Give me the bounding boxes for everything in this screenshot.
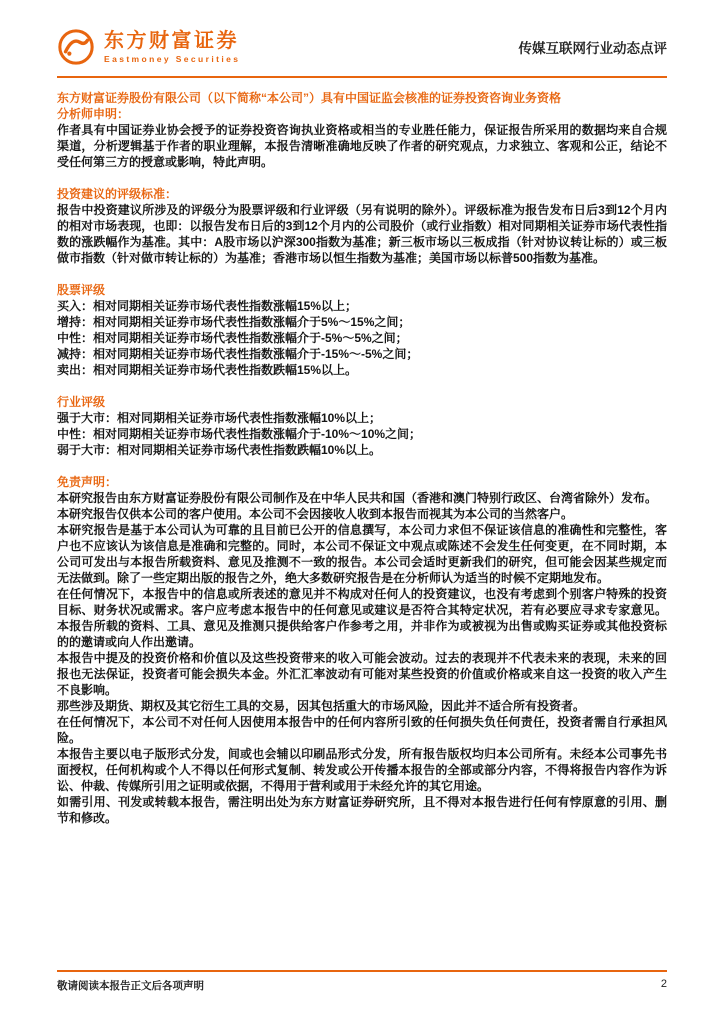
stock-rating-heading: 股票评级 [57, 283, 106, 297]
footer-notice: 敬请阅读本报告正文后各项声明 [57, 980, 204, 992]
stock-rating-item-buy: 买入：相对同期相关证券市场代表性指数涨幅15%以上； [57, 299, 358, 313]
disclaimer-paragraph: 在任何情况下，本公司不对任何人因使用本报告中的任何内容所引致的任何损失负任何责任，投资者需自行承担风险。 [57, 715, 667, 745]
brand-text [104, 31, 240, 64]
stock-rating-item-reduce: 减持：相对同期相关证券市场代表性指数涨幅介于-15%～-5%之间； [57, 347, 419, 361]
disclaimer-paragraph: 本研究报告由东方财富证券股份有限公司制作及在中华人民共和国（香港和澳门特别行政区、台湾省除外）发布。 [57, 491, 658, 505]
stock-rating-item-sell: 卖出：相对同期相关证券市场代表性指数跌幅15%以上。 [57, 363, 358, 377]
disclaimer-paragraph: 在任何情况下，本报告中的信息或所表述的意见并不构成对任何人的投资建议，也没有考虑到个别客户特殊的投资目标、财务状况或需求。客户应考虑本报告中的任何意见或建议是否符合其特定状况，若有必要应寻求专家意见。本报告所载的资料、工具、意见及推测只提供给客户作参考之用，并非作为或被视为出售或购买证券或其他投资标的的邀请或向人作出邀请。 [57, 587, 667, 649]
rating-standard-heading: 投资建议的评级标准： [57, 187, 178, 201]
disclaimer-heading: 免责声明： [57, 475, 118, 489]
qualification-statement: 东方财富证券股份有限公司（以下简称“本公司”）具有中国证监会核准的证券投资咨询业务资格 [57, 91, 562, 105]
industry-rating-item-underperform: 弱于大市：相对同期相关证券市场代表性指数跌幅10%以上。 [57, 443, 382, 457]
page-number: 2 [660, 978, 667, 990]
disclaimer-paragraph: 本研究报告是基于本公司认为可靠的且目前已公开的信息撰写，本公司力求但不保证该信息的准确性和完整性，客户也不应该认为该信息是准确和完整的。同时，本公司不保证文中观点或陈述不会发生任何变更，在不同时期，本公司可发出与本报告所载资料、意见及推测不一致的报告。本公司会适时更新我们的研究，但可能会因某些规定而无法做到。除了一些定期出版的报告之外，绝大多数研究报告是在分析师认为适当的时候不定期地发布。 [57, 523, 667, 585]
analyst-declaration-body: 作者具有中国证券业协会授予的证券投资咨询执业资格或相当的专业胜任能力，保证报告所采用的数据均来自合规渠道，分析逻辑基于作者的职业理解，本报告清晰准确地反映了作者的研究观点，力求独立、客观和公正，结论不受任何第三方的授意或影响，特此声明。 [57, 123, 667, 169]
page-footer [57, 970, 667, 993]
eastmoney-logo-icon [57, 28, 95, 66]
header-divider [57, 76, 667, 78]
rating-standard-body: 报告中投资建议所涉及的评级分为股票评级和行业评级（另有说明的除外）。评级标准为报告发布日后3到12个月内的相对市场表现，也即：以报告发布日后的3到12个月内的公司股价（或行业指数）相对同期相关证券市场代表性指数的涨跌幅作为基准。其中：A股市场以沪深300指数为基准；新三板市场以三板成指（针对协议转让标的）或三板做市指数（针对做市转让标的）为基准；香港市场以恒生指数为基准；美国市场以标普500指数为基准。 [57, 203, 667, 265]
disclaimer-paragraph: 本报告中提及的投资价格和价值以及这些投资带来的收入可能会波动。过去的表现并不代表未来的表现，未来的回报也无法保证，投资者可能会损失本金。外汇汇率波动有可能对某些投资的价值或价格或来自这一投资的收入产生不良影响。 [57, 651, 667, 697]
analyst-declaration-heading: 分析师申明： [57, 107, 130, 121]
brand-name-en: Eastmoney Securities [104, 53, 241, 64]
industry-rating-item-outperform: 强于大市：相对同期相关证券市场代表性指数涨幅10%以上； [57, 411, 382, 425]
page-header [57, 24, 667, 70]
stock-rating-item-add: 增持：相对同期相关证券市场代表性指数涨幅介于5%～15%之间； [57, 315, 411, 329]
brand [57, 28, 240, 66]
footer-row [57, 978, 667, 993]
brand-name-cn: 东方财富证券 [104, 29, 239, 52]
industry-rating-heading: 行业评级 [57, 395, 106, 409]
content [57, 90, 667, 826]
stock-rating-item-neutral: 中性：相对同期相关证券市场代表性指数涨幅介于-5%～5%之间； [57, 331, 408, 345]
disclaimer-paragraph: 那些涉及期货、期权及其它衍生工具的交易，因其包括重大的市场风险，因此并不适合所有投资者。 [57, 699, 586, 713]
disclaimer-paragraph: 本报告主要以电子版形式分发，间或也会辅以印刷品形式分发，所有报告版权均归本公司所有。未经本公司事先书面授权，任何机构或个人不得以任何形式复制、转发或公开传播本报告的全部或部分内容，不得将报告内容作为诉讼、仲裁、传媒所引用之证明或依据，不得用于营利或用于未经允许的其它用途。 [57, 747, 667, 793]
disclaimer-paragraph: 本研究报告仅供本公司的客户使用。本公司不会因接收人收到本报告而视其为本公司的当然客户。 [57, 507, 574, 521]
footer-divider [57, 970, 667, 972]
disclaimer-paragraph: 如需引用、刊发或转载本报告，需注明出处为东方财富证券研究所，且不得对本报告进行任何有悖原意的引用、删节和修改。 [57, 795, 667, 825]
report-title: 传媒互联网行业动态点评 [518, 41, 667, 56]
industry-rating-item-neutral: 中性：相对同期相关证券市场代表性指数涨幅介于-10%～10%之间； [57, 427, 422, 441]
